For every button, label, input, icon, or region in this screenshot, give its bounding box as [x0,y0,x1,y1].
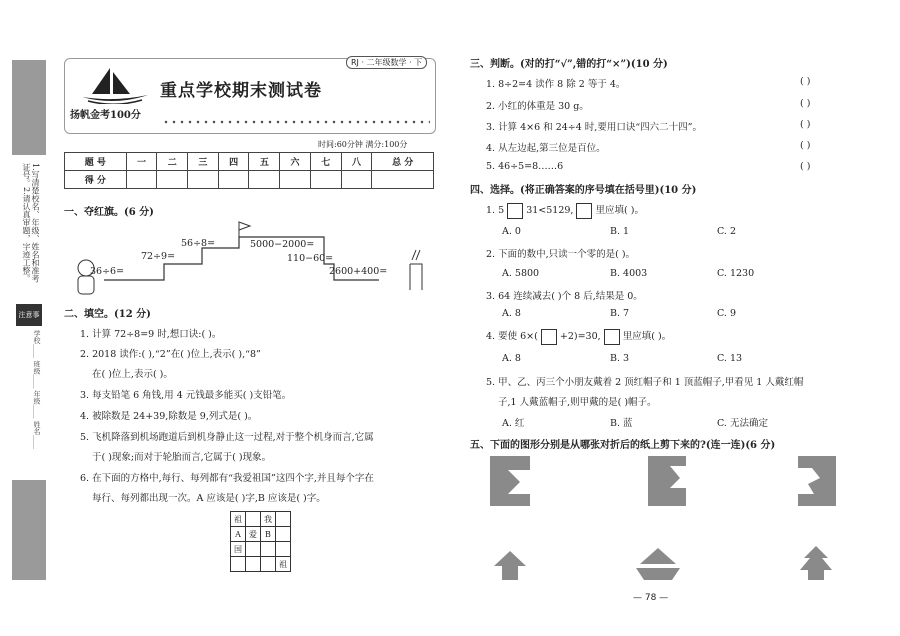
flag-step: 5000−2000= [250,239,315,250]
binding-sidebar [12,60,46,580]
brand-name: 扬帆金考100分 [70,110,141,121]
grid-cell [261,557,276,572]
choice-question-4 [486,328,671,345]
option[interactable]: B. 1 [610,226,630,237]
option[interactable]: B. 7 [610,308,630,319]
score-header: 五 [249,153,280,171]
choice-question-3: 3. 64 连续减去( )个 8 后,结果是 0。 [486,291,643,302]
flag-step: 110−60= [287,253,334,264]
field-class: 班级 [33,360,41,375]
choice-question-5-cont: 子,1 人戴蓝帽子,则甲戴的是( )帽子。 [498,397,657,408]
sidebar-band-top [12,60,46,155]
score-cell[interactable] [341,171,372,189]
flag-step: 72÷9= [141,251,176,262]
choice-question-2: 2. 下面的数中,只读一个零的是( )。 [486,249,636,260]
sailboat-logo-icon [80,64,150,104]
q1-post: 里应填( )。 [595,205,644,216]
option[interactable]: C. 13 [717,353,743,364]
score-header: 二 [157,153,188,171]
grid-cell [246,512,261,527]
option[interactable]: A. 红 [502,418,525,429]
fill-line: 3. 每支铅笔 6 角钱,用 4 元钱最多能买( )支铅笔。 [80,390,292,401]
fill-line: 在( )位上,表示( )。 [92,369,173,380]
score-header: 三 [188,153,219,171]
judge-item: 1. 8÷2=4 读作 8 除 2 等于 4。 [486,79,626,90]
deer-icon [410,250,422,290]
sidebar-fields: 学校＿＿ 班级＿＿ 年级＿＿ 姓名＿＿ [33,330,41,449]
score-header: 八 [341,153,372,171]
option[interactable]: C. 1230 [717,268,755,279]
option[interactable]: C. 9 [717,308,737,319]
score-cell[interactable] [280,171,311,189]
score-cell[interactable] [188,171,219,189]
option[interactable]: B. 蓝 [610,418,633,429]
choice-question-5: 5. 甲、乙、丙三个小朋友戴着 2 顶红帽子和 1 顶蓝帽子,甲看见 1 人戴红帽 [486,377,804,388]
fill-line: 4. 被除数是 24+39,除数是 9,列式是( )。 [80,411,258,422]
score-cell[interactable] [372,171,434,189]
choice-question-1 [486,202,644,219]
field-school: 学校 [33,330,41,344]
section-5-title: 五、下面的图形分别是从哪张对折后的纸上剪下来的?(连一连)(6 分) [470,440,776,451]
answer-paren[interactable]: ( ) [800,140,811,151]
character-grid [230,511,291,572]
score-header-row [65,153,434,171]
score-row-label: 得 分 [65,171,127,189]
option[interactable]: A. 5800 [502,268,540,279]
grid-cell: B [261,527,276,542]
field-grade: 年级 [33,390,41,405]
grid-cell [276,512,291,527]
answer-paren[interactable]: ( ) [800,119,811,130]
grid-cell: 我 [261,512,276,527]
fill-line: 5. 飞机降落到机场跑道后到机身静止这一过程,对于整个机身而言,它属 [80,432,374,443]
option[interactable]: A. 8 [502,353,521,364]
option[interactable]: B. 3 [610,353,630,364]
score-header: 总 分 [372,153,434,171]
blank-box[interactable] [604,329,620,345]
score-header: 题 号 [65,153,127,171]
option[interactable]: C. 2 [717,226,737,237]
q4-pre: 4. 要使 6×( [486,331,538,342]
grade-badge: RJ · 二年级数学 · 下 [346,56,427,69]
dotted-rule [162,120,430,124]
blank-box[interactable] [507,203,523,219]
grid-cell [276,542,291,557]
score-header: 七 [310,153,341,171]
q4-mid: +2)=30, [559,331,601,342]
option[interactable]: B. 4003 [610,268,648,279]
section-4-title: 四、选择。(将正确答案的序号填在括号里)(10 分) [470,185,697,196]
time-info: 时间:60分钟 满分:100分 [318,140,408,149]
grid-cell [231,557,246,572]
grid-cell [261,542,276,557]
grid-cell: 爱 [246,527,261,542]
q4-post: 里应填( )。 [622,331,672,342]
score-cell[interactable] [310,171,341,189]
score-table [64,152,434,189]
q1-mid: 31<5129, [526,205,574,216]
cut-shape-boat[interactable] [636,548,680,580]
cut-shape-arrow[interactable] [494,551,526,580]
q1-pre: 1. 5 [486,205,505,216]
folded-sheet-2[interactable] [648,456,686,506]
flag-step: 2600+400= [329,266,388,277]
score-cell[interactable] [249,171,280,189]
folded-sheet-3[interactable] [798,456,836,506]
answer-paren[interactable]: ( ) [800,161,811,172]
score-header: 一 [126,153,157,171]
section-1-title: 一、夺红旗。(6 分) [64,207,154,218]
grid-cell [246,557,261,572]
grid-cell: A [231,527,246,542]
answer-paren[interactable]: ( ) [800,98,811,109]
sidebar-band-bottom [12,480,46,580]
sidebar-tag: 注意事项 [16,304,42,326]
page-number: — 78 — [633,593,669,603]
fill-line: 于( )现象;而对于轮胎而言,它属于( )现象。 [92,452,272,463]
score-row [65,171,434,189]
flag-step: 56÷8= [181,238,216,249]
section-3-title: 三、判断。(对的打“√”,错的打“×”)(10 分) [470,59,668,70]
option[interactable]: A. 0 [502,226,521,237]
grid-cell [276,527,291,542]
judge-item: 3. 计算 4×6 和 24÷4 时,要用口诀“四六二十四”。 [486,122,703,133]
judge-item: 5. 46÷5=8……6 [486,161,564,172]
field-name: 姓名 [33,420,41,435]
blank-box[interactable] [576,203,592,219]
sidebar-note: 1.写清楚校名、年级、姓名和准考证号。2.请认真审题，字迹工整。 [22,163,40,283]
grid-cell: 祖 [231,512,246,527]
judge-item: 2. 小红的体重是 30 g。 [486,101,589,112]
grid-cell [246,542,261,557]
fill-line: 1. 计算 72÷8=9 时,想口诀:( )。 [80,329,222,340]
grid-cell: 祖 [276,557,291,572]
score-cell[interactable] [126,171,157,189]
fill-line: 每行、每列都出现一次。A 应该是( )字,B 应该是( )字。 [92,493,326,504]
score-cell[interactable] [157,171,188,189]
folded-sheet-1[interactable] [490,456,530,506]
blank-box[interactable] [541,329,557,345]
fill-line: 2. 2018 读作:( ),“2”在( )位上,表示( ),“8” [80,349,261,360]
folded-paper-shapes [490,456,840,586]
fill-line: 6. 在下面的方格中,每行、每列都有“我爱祖国”这四个字,并且每个字在 [80,473,374,484]
score-cell[interactable] [218,171,249,189]
score-header: 四 [218,153,249,171]
cut-shape-tree[interactable] [800,546,832,580]
page-title: 重点学校期末测试卷 [160,81,322,101]
option[interactable]: C. 无法确定 [717,418,768,429]
flag-step: 36÷6= [90,266,125,277]
flag-staircase-diagram [74,220,434,300]
score-header: 六 [280,153,311,171]
section-2-title: 二、填空。(12 分) [64,309,151,320]
grid-cell: 国 [231,542,246,557]
option[interactable]: A. 8 [502,308,521,319]
judge-item: 4. 从左边起,第三位是百位。 [486,143,606,154]
answer-paren[interactable]: ( ) [800,76,811,87]
